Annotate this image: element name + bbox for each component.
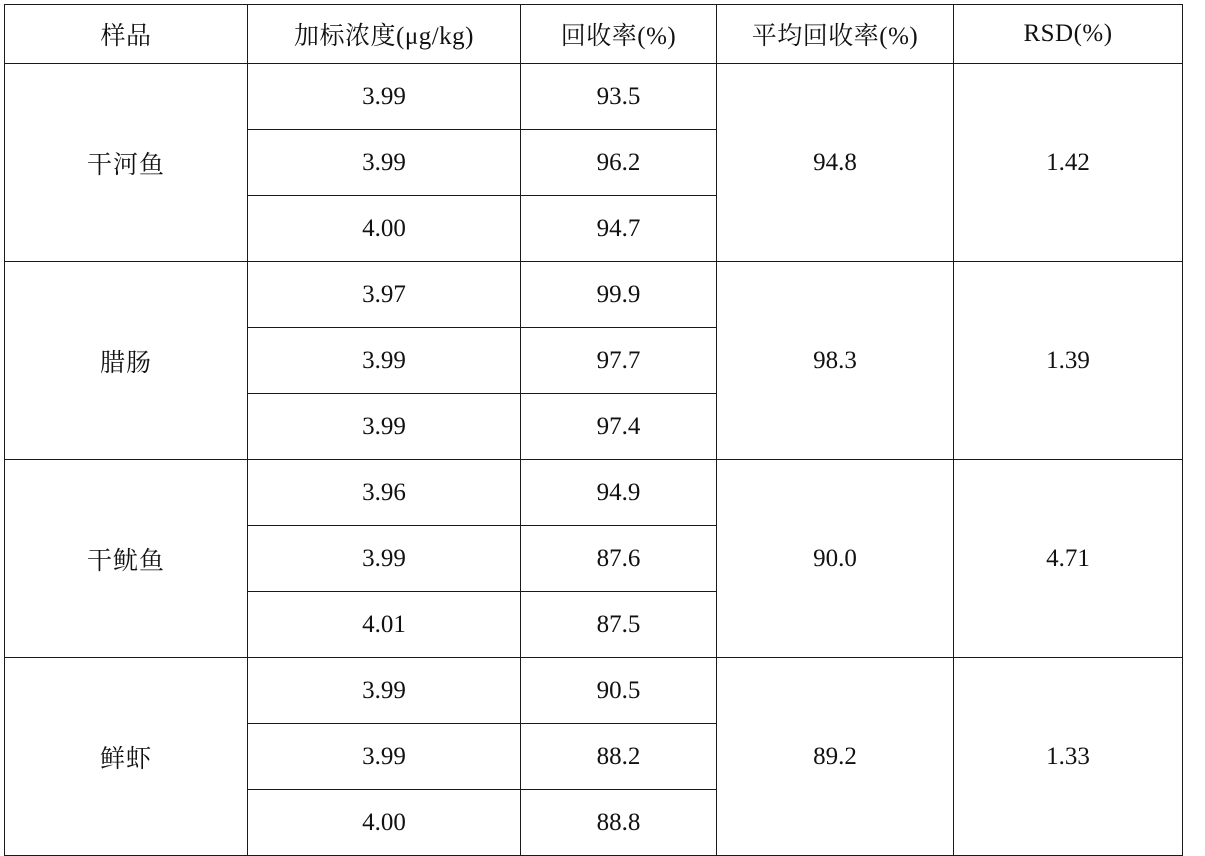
cell-spike-concentration: 3.99 [248, 658, 521, 724]
column-header-sample: 样品 [5, 5, 248, 64]
cell-spike-concentration: 3.99 [248, 328, 521, 394]
cell-rsd: 1.39 [954, 262, 1183, 460]
cell-recovery: 99.9 [521, 262, 717, 328]
cell-recovery: 88.8 [521, 790, 717, 856]
cell-average-recovery: 90.0 [717, 460, 954, 658]
cell-recovery: 93.5 [521, 64, 717, 130]
column-header-average-recovery: 平均回收率(%) [717, 5, 954, 64]
cell-spike-concentration: 4.01 [248, 592, 521, 658]
header-row [5, 5, 1183, 64]
recovery-rate-table [4, 4, 1183, 856]
cell-spike-concentration: 4.00 [248, 790, 521, 856]
cell-recovery: 94.9 [521, 460, 717, 526]
table-row [5, 658, 1183, 724]
cell-recovery: 94.7 [521, 196, 717, 262]
table-row [5, 262, 1183, 328]
column-header-rsd: RSD(%) [954, 5, 1183, 64]
cell-spike-concentration: 3.99 [248, 526, 521, 592]
cell-sample-name: 干河鱼 [5, 64, 248, 262]
cell-average-recovery: 98.3 [717, 262, 954, 460]
cell-recovery: 90.5 [521, 658, 717, 724]
cell-sample-name: 干鱿鱼 [5, 460, 248, 658]
cell-recovery: 96.2 [521, 130, 717, 196]
cell-rsd: 1.42 [954, 64, 1183, 262]
cell-average-recovery: 94.8 [717, 64, 954, 262]
cell-spike-concentration: 3.99 [248, 394, 521, 460]
cell-spike-concentration: 3.99 [248, 130, 521, 196]
cell-spike-concentration: 3.97 [248, 262, 521, 328]
cell-spike-concentration: 3.96 [248, 460, 521, 526]
cell-rsd: 4.71 [954, 460, 1183, 658]
cell-sample-name: 腊肠 [5, 262, 248, 460]
cell-spike-concentration: 3.99 [248, 64, 521, 130]
table-body [5, 64, 1183, 856]
cell-spike-concentration: 3.99 [248, 724, 521, 790]
cell-recovery: 87.6 [521, 526, 717, 592]
cell-recovery: 97.7 [521, 328, 717, 394]
column-header-spike-concentration: 加标浓度(μg/kg) [248, 5, 521, 64]
cell-average-recovery: 89.2 [717, 658, 954, 856]
table-header [5, 5, 1183, 64]
cell-sample-name: 鲜虾 [5, 658, 248, 856]
table-row [5, 460, 1183, 526]
cell-recovery: 87.5 [521, 592, 717, 658]
column-header-recovery: 回收率(%) [521, 5, 717, 64]
cell-rsd: 1.33 [954, 658, 1183, 856]
cell-recovery: 88.2 [521, 724, 717, 790]
table-row [5, 64, 1183, 130]
cell-spike-concentration: 4.00 [248, 196, 521, 262]
cell-recovery: 97.4 [521, 394, 717, 460]
